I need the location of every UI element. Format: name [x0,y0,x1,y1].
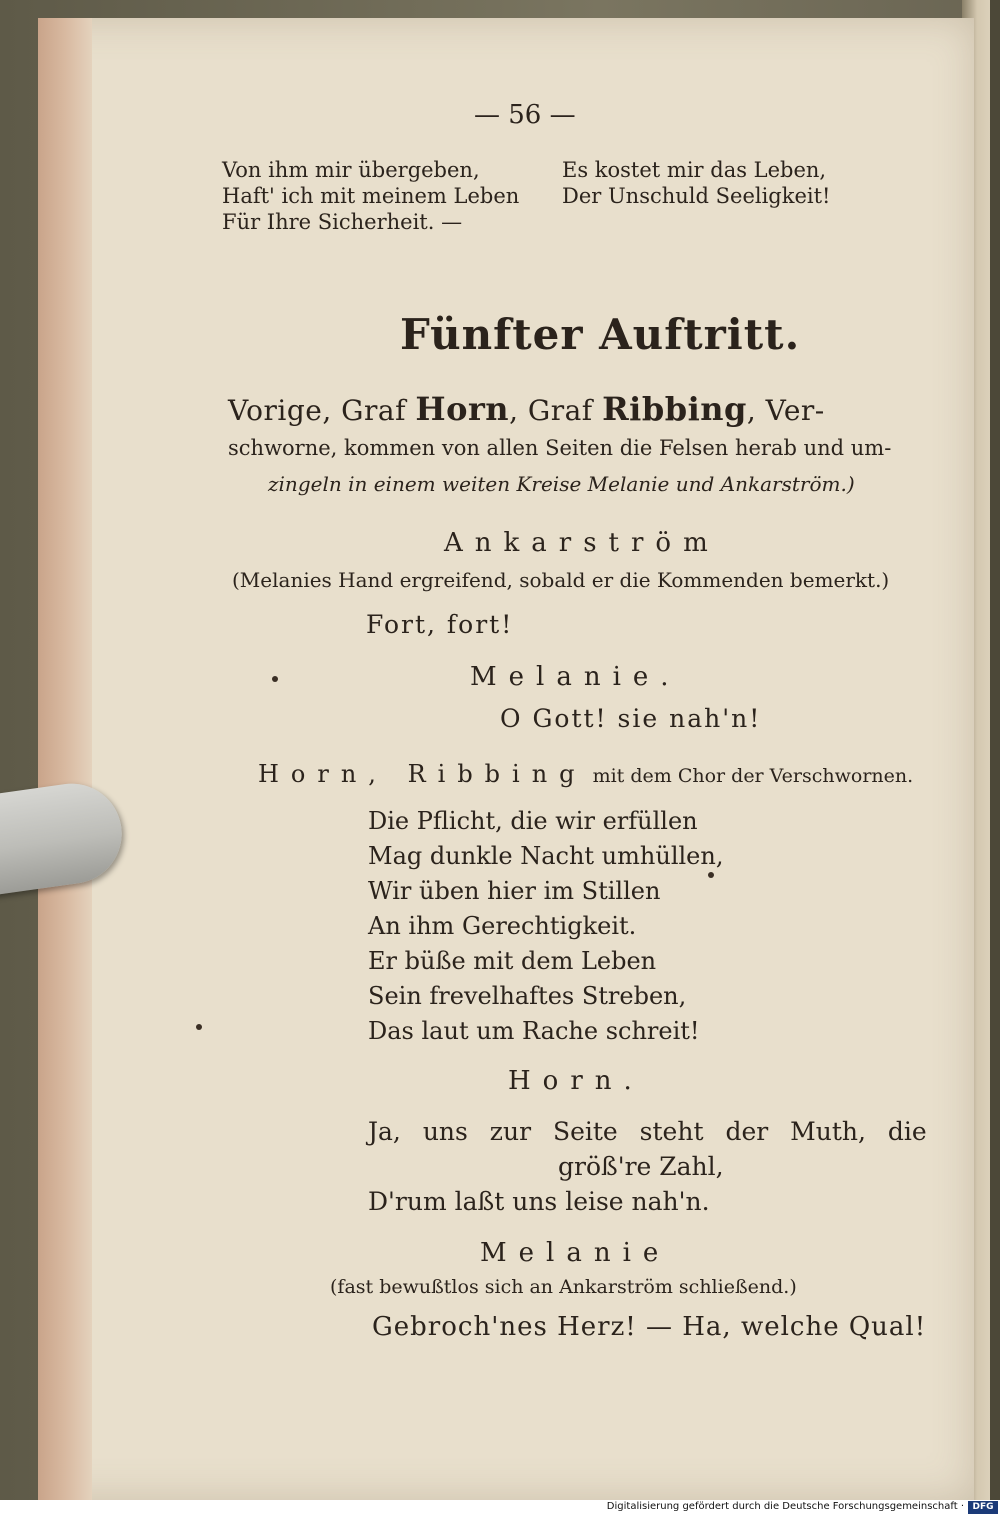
text-span: , Graf [509,394,603,427]
scan-border [990,0,1000,1500]
verse-line: Die Pflicht, die wir erfüllen [368,807,698,835]
stage-direction-ankarstroem: (Melanies Hand ergreifend, sobald er die Kommenden bemerkt.) [232,568,890,592]
verse-line: Von ihm mir übergeben, [222,158,480,182]
verse-line: Es kostet mir das Leben, [562,158,827,182]
verse-right-column [562,157,831,209]
verse-line: An ihm Gerechtigkeit. [368,912,637,940]
verse-line: D'rum laßt uns leise nah'n. [368,1187,710,1216]
stage-direction-line-1 [228,390,825,428]
verse-line: Ja, uns zur Seite steht der Muth, die [368,1117,927,1146]
page-gutter [38,18,92,1500]
dialogue-line: Fort, fort! [366,610,514,639]
stage-direction-chorus: mit dem Chor der Verschwornen. [586,765,914,787]
horn-verse [368,1114,927,1219]
verse-line: Wir üben hier im Stillen [368,877,661,905]
stage-direction-line-2: schworne, kommen von allen Seiten die Felsen herab und um- [228,436,892,460]
verse-line: Das laut um Rache schreit! [368,1017,700,1045]
text-span: , Ver- [746,394,825,427]
verse-line: Mag dunkle Nacht umhüllen, [368,842,724,870]
speaker-horn: Horn. [508,1066,644,1096]
dialogue-line: O Gott! sie nah'n! [500,704,762,733]
scene-heading: Fünfter Auftritt. [400,310,801,359]
ink-speck [196,1024,202,1030]
verse-left-column [222,157,519,235]
ink-speck [708,872,714,878]
verse-line: Sein frevelhaftes Streben, [368,982,687,1010]
stage-direction-melanie: (fast bewußtlos sich an Ankarström schließend.) [330,1276,797,1298]
page-number: — 56 — [474,100,576,130]
chorus-verse [368,804,723,1049]
funding-notice: Digitalisierung gefördert durch die Deutsche Forschungsgemeinschaft · [606,1501,964,1512]
dialogue-line: Gebroch'nes Herz! — Ha, welche Qual! [372,1312,927,1342]
verse-line: Er büße mit dem Leben [368,947,657,975]
character-name-horn: Horn [415,390,510,428]
verse-line: Für Ihre Sicherheit. — [222,210,463,234]
speaker-melanie: Melanie [480,1238,671,1268]
stage-direction-line-3: zingeln in einem weiten Kreise Melanie und Ankarström.) [268,472,855,496]
speaker-melanie: Melanie. [470,662,681,692]
speaker-ankarstroem: Ankarström [444,528,720,558]
verse-line: größ're Zahl, [558,1152,724,1181]
dfg-logo: DFG [968,1501,998,1514]
speaker-names: Horn, Ribbing [258,760,587,788]
character-name-ribbing: Ribbing [602,390,747,428]
speaker-chorus [258,760,913,788]
text-span: Vorige, Graf [228,394,416,427]
ink-speck [272,676,278,682]
verse-line: Der Unschuld Seeligkeit! [562,184,831,208]
verse-line: Haft' ich mit meinem Leben [222,184,520,208]
